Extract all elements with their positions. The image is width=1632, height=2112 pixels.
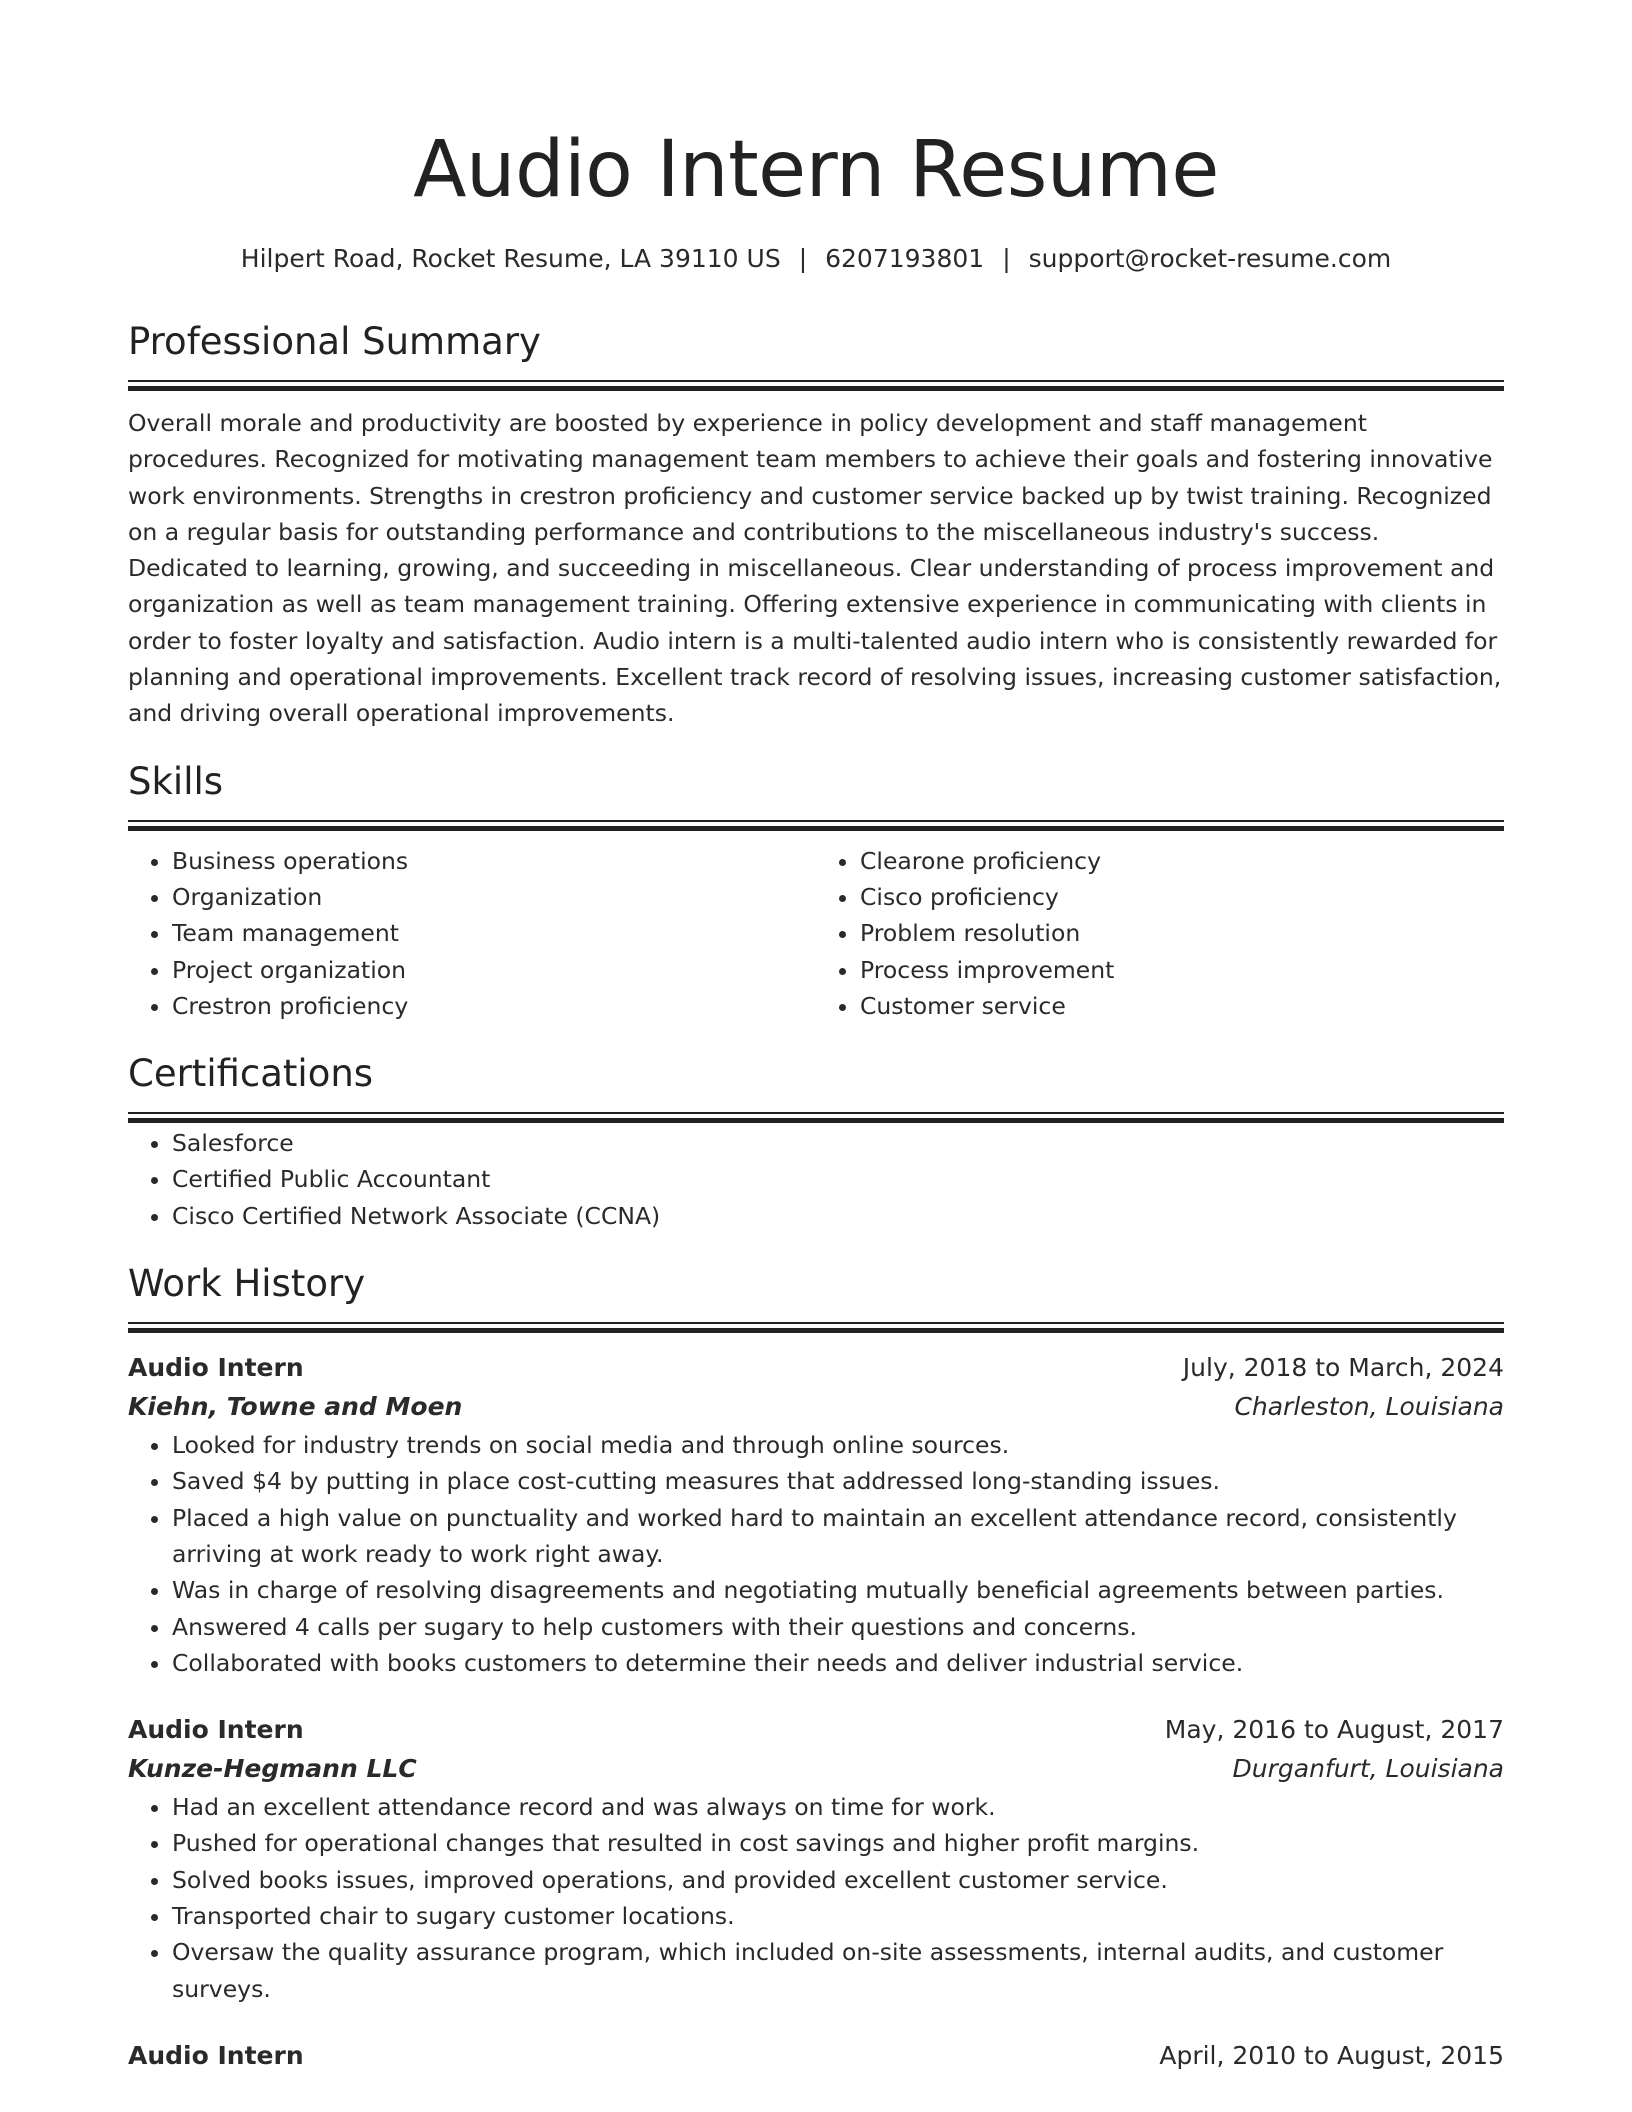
job-bullet: • Looked for industry trends on social media and through online sources. bbox=[172, 1427, 1504, 1463]
section-divider bbox=[128, 820, 1504, 833]
skill-item: • Organization bbox=[172, 879, 816, 915]
skills-grid bbox=[128, 843, 1504, 1024]
job-bullet: • Pushed for operational changes that resulted in cost savings and higher profit margins. bbox=[172, 1825, 1504, 1861]
job-title: Audio Intern bbox=[128, 2040, 304, 2070]
certifications-list bbox=[128, 1125, 1504, 1234]
skill-item: • Cisco proficiency bbox=[860, 879, 1504, 915]
section-divider bbox=[128, 1322, 1504, 1335]
job-bullet: • Solved books issues, improved operations, and provided excellent customer service. bbox=[172, 1862, 1504, 1898]
resume-page bbox=[128, 0, 1504, 2075]
job-dates: July, 2018 to March, 2024 bbox=[1182, 1353, 1504, 1383]
skill-item: • Customer service bbox=[860, 988, 1504, 1024]
section-title-summary: Professional Summary bbox=[128, 320, 541, 363]
job-bullet: • Had an excellent attendance record and was always on time for work. bbox=[172, 1789, 1504, 1825]
skill-item: • Business operations bbox=[172, 843, 816, 879]
contact-separator: | bbox=[1002, 244, 1011, 273]
job-dates: April, 2010 to August, 2015 bbox=[1159, 2040, 1504, 2070]
job-entry bbox=[128, 1349, 1504, 1681]
section-title-work-history: Work History bbox=[128, 1262, 366, 1306]
summary-section bbox=[128, 318, 1504, 732]
job-company: Kunze-Hegmann LLC bbox=[128, 1754, 417, 1784]
job-company: Kiehn, Towne and Moen bbox=[128, 1392, 463, 1422]
job-bullet: • Was in charge of resolving disagreements and negotiating mutually beneficial agreements between parties. bbox=[172, 1572, 1504, 1608]
contact-separator: | bbox=[798, 244, 808, 273]
resume-title: Audio Intern Resume bbox=[413, 125, 1219, 215]
section-title-skills: Skills bbox=[128, 759, 224, 803]
skill-item: • Team management bbox=[172, 915, 816, 951]
section-title-certifications: Certifications bbox=[128, 1052, 374, 1096]
job-dates: May, 2016 to August, 2017 bbox=[1164, 1715, 1504, 1745]
job-title: Audio Intern bbox=[128, 1715, 304, 1745]
certification-item: • Salesforce bbox=[172, 1125, 1504, 1161]
job-subheader bbox=[128, 1749, 1504, 1789]
job-bullet: • Answered 4 calls per sugary to help customers with their questions and concerns. bbox=[172, 1609, 1504, 1645]
job-bullet: • Saved $4 by putting in place cost-cutting measures that addressed long-standing issues. bbox=[172, 1463, 1504, 1499]
job-title: Audio Intern bbox=[128, 1353, 304, 1383]
job-subheader bbox=[128, 1387, 1504, 1427]
job-bullet: • Placed a high value on punctuality and worked hard to maintain an excellent attendance record, consistently arriving at work ready to work right away. bbox=[172, 1500, 1504, 1573]
job-bullet: • Collaborated with books customers to determine their needs and deliver industrial service. bbox=[172, 1645, 1504, 1681]
contact-address: Hilpert Road, Rocket Resume, LA 39110 US bbox=[240, 244, 781, 273]
certification-item: • Cisco Certified Network Associate (CCNA) bbox=[172, 1198, 1504, 1234]
skill-item: • Clearone proficiency bbox=[860, 843, 1504, 879]
section-divider bbox=[128, 1112, 1504, 1125]
certification-item: • Certified Public Accountant bbox=[172, 1161, 1504, 1197]
skills-list-left bbox=[128, 843, 816, 1024]
job-bullets bbox=[128, 1789, 1504, 2007]
work-history-section bbox=[128, 1260, 1504, 2075]
contact-phone: 6207193801 bbox=[825, 244, 985, 273]
contact-line bbox=[128, 242, 1504, 276]
job-bullet: • Transported chair to sugary customer locations. bbox=[172, 1898, 1504, 1934]
job-location: Charleston, Louisiana bbox=[1234, 1392, 1504, 1422]
job-location: Durganfurt, Louisiana bbox=[1232, 1754, 1504, 1784]
job-header bbox=[128, 1349, 1504, 1387]
job-bullet: • Oversaw the quality assurance program, which included on-site assessments, internal audits, and customer surveys. bbox=[172, 1934, 1504, 2007]
job-header bbox=[128, 2037, 1504, 2075]
skills-list-right bbox=[816, 843, 1504, 1024]
job-header bbox=[128, 1711, 1504, 1749]
job-entry bbox=[128, 2037, 1504, 2075]
skill-item: • Problem resolution bbox=[860, 915, 1504, 951]
contact-email: support@rocket-resume.com bbox=[1028, 244, 1392, 273]
job-bullets bbox=[128, 1427, 1504, 1681]
section-divider bbox=[128, 380, 1504, 393]
job-entry bbox=[128, 1711, 1504, 2007]
skills-section bbox=[128, 758, 1504, 1024]
certifications-section bbox=[128, 1050, 1504, 1234]
summary-text: Overall morale and productivity are boosted by experience in policy development and staff management procedures. Recognized for motivating management team members to achieve their goals and fostering innovative work environments. Strengths in crestron proficiency and customer service backed up by twist training. Recognized on a regular basis for outstanding performance and contributions to the miscellaneous industry's success. Dedicated to learning, growing, and succeeding in miscellaneous. Clear understanding of process improvement and organization as well as team management training. Offering extensive experience in communicating with clients in order to foster loyalty and satisfaction. Audio intern is a multi-talented audio intern who is consistently rewarded for planning and operational improvements. Excellent track record of resolving issues, increasing customer satisfaction, and driving overall operational improvements. bbox=[128, 409, 1502, 728]
skill-item: • Process improvement bbox=[860, 952, 1504, 988]
skill-item: • Project organization bbox=[172, 952, 816, 988]
skill-item: • Crestron proficiency bbox=[172, 988, 816, 1024]
